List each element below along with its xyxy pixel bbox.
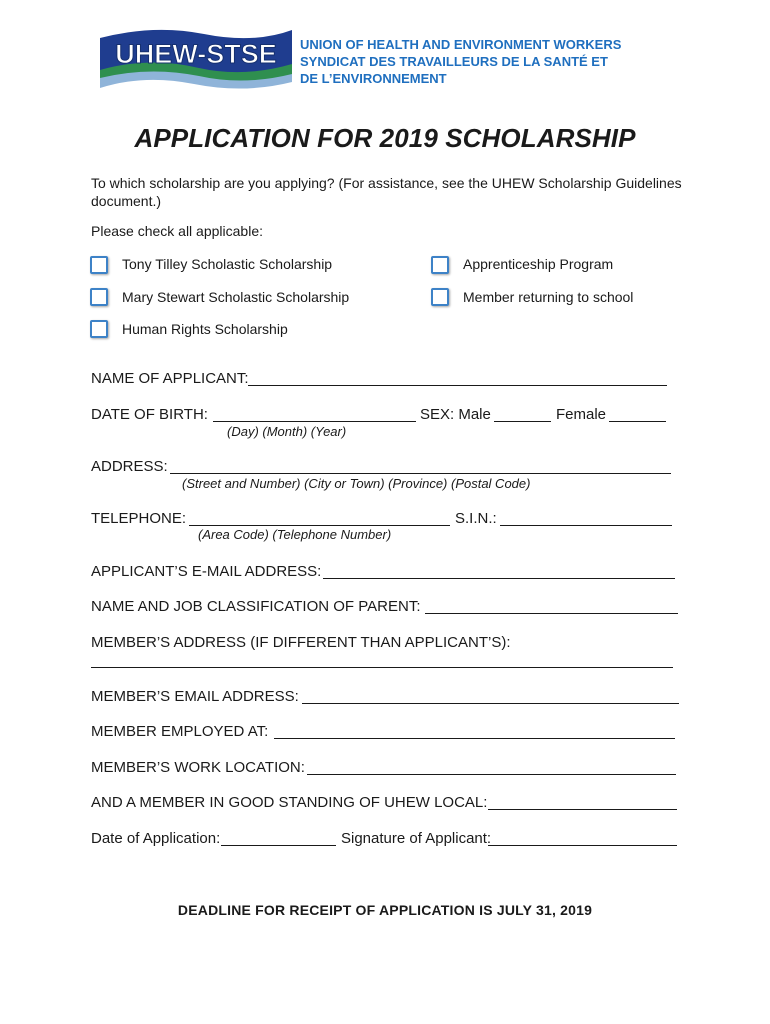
telephone-hint: (Area Code) (Telephone Number) [198,527,392,542]
label-email: APPLICANT’S E-MAIL ADDRESS: [91,563,322,580]
label-telephone: TELEPHONE: [91,510,187,527]
checkbox-mary-stewart[interactable] [90,288,108,306]
check-prompt: Please check all applicable: [91,223,263,239]
checkbox-human-rights[interactable] [90,320,108,338]
intro-text [91,174,682,210]
org-line-2: SYNDICAT DES TRAVAILLEURS DE LA SANTÉ ET [300,54,608,69]
deadline-notice: DEADLINE FOR RECEIPT OF APPLICATION IS JULY 31, 2019 [177,902,593,918]
label-good-standing: AND A MEMBER IN GOOD STANDING OF UHEW LOCAL: [91,794,488,811]
logo-graphic [94,20,298,96]
label-work-location: MEMBER’S WORK LOCATION: [91,759,305,776]
label-female: Female [556,406,607,423]
local-number-input-line[interactable] [488,809,677,810]
organization-name [300,36,621,87]
parent-input-line[interactable] [425,613,678,614]
intro-line-1: To which scholarship are you applying? (For assistance, see the UHEW Scholarship Guidelines [91,175,682,191]
male-input-line[interactable] [494,421,551,422]
label-dob: DATE OF BIRTH: [91,406,208,423]
intro-line-2: document.) [91,193,162,209]
org-line-1: UNION OF HEALTH AND ENVIRONMENT WORKERS [300,37,622,52]
logo-text: UHEW-STSE [115,39,277,69]
checkbox-tony-tilley[interactable] [90,256,108,274]
label-signature: Signature of Applicant: [341,830,492,847]
label-employed-at: MEMBER EMPLOYED AT: [91,723,269,740]
uhew-logo [94,20,298,96]
dob-hint: (Day) (Month) (Year) [227,424,347,439]
work-location-input-line[interactable] [307,774,676,775]
label-name: NAME OF APPLICANT: [91,370,249,387]
checkbox-apprenticeship[interactable] [431,256,449,274]
label-tony-tilley: Tony Tilley Scholastic Scholarship [122,256,333,272]
name-input-line[interactable] [248,385,667,386]
telephone-input-line[interactable] [189,525,450,526]
date-input-line[interactable] [221,845,336,846]
page-title: APPLICATION FOR 2019 SCHOLARSHIP [134,123,636,153]
employed-at-input-line[interactable] [274,738,675,739]
label-parent: NAME AND JOB CLASSIFICATION OF PARENT: [91,598,421,615]
label-date-of-application: Date of Application: [91,830,221,847]
label-member-email: MEMBER’S EMAIL ADDRESS: [91,688,299,705]
label-apprenticeship: Apprenticeship Program [463,256,614,272]
email-input-line[interactable] [323,578,675,579]
member-email-input-line[interactable] [302,703,679,704]
address-input-line[interactable] [170,473,671,474]
address-hint: (Street and Number) (City or Town) (Province) (Postal Code) [182,476,531,491]
checkbox-returning-to-school[interactable] [431,288,449,306]
sin-input-line[interactable] [500,525,672,526]
label-human-rights: Human Rights Scholarship [122,321,288,337]
female-input-line[interactable] [609,421,666,422]
member-address-input-line[interactable] [91,667,673,668]
label-returning-to-school: Member returning to school [463,289,634,305]
signature-input-line[interactable] [488,845,677,846]
label-address: ADDRESS: [91,458,168,475]
label-sex-male: SEX: Male [420,406,491,423]
label-member-address: MEMBER’S ADDRESS (IF DIFFERENT THAN APPLICANT’S): [91,634,511,651]
label-sin: S.I.N.: [455,510,497,527]
label-mary-stewart: Mary Stewart Scholastic Scholarship [122,289,350,305]
dob-input-line[interactable] [213,421,416,422]
org-line-3: DE L’ENVIRONNEMENT [300,71,447,86]
